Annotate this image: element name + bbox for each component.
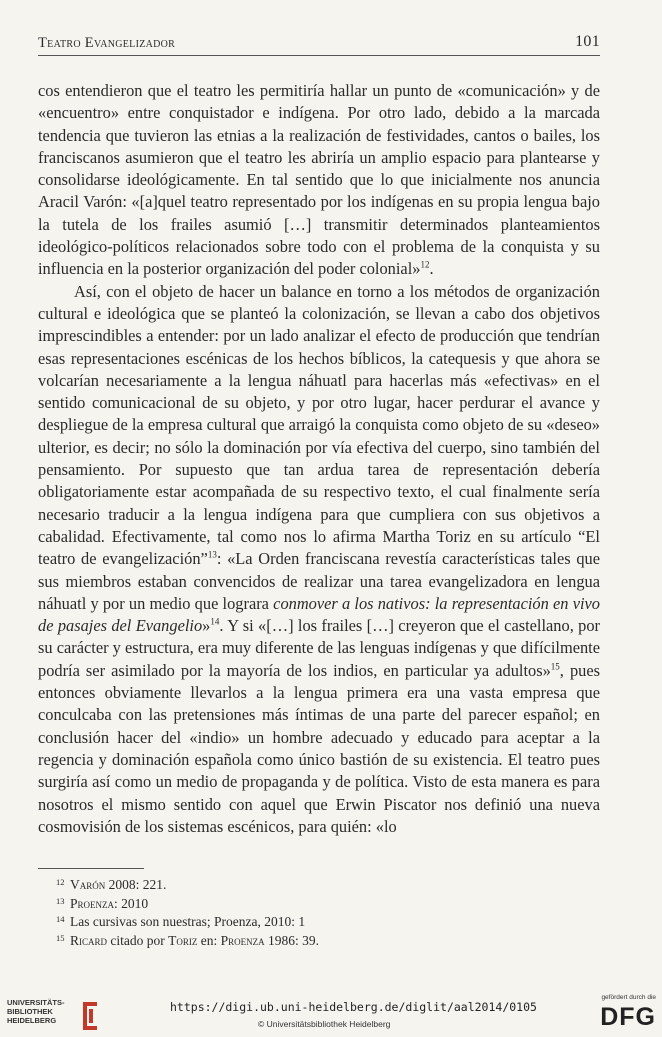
library-name [7, 998, 65, 1025]
footnote-text: : 2010 [114, 895, 149, 911]
ub-heidelberg-logo[interactable] [7, 998, 107, 1034]
text-run: : «La Orden franciscana revestía características tales que sus miembros estaban convencidos de realizar una tarea evangelizadora en lengua náhuatl y por un medio que lograra [38, 549, 600, 613]
italic-quote: conmover a los nativos: la representación en vivo de pasajes del Evangelio [38, 593, 600, 636]
footnote-ref[interactable]: 14 [210, 616, 220, 627]
library-line-2: BIBLIOTHEK [7, 1007, 53, 1016]
footnote-13 [48, 895, 588, 914]
footnote-14 [48, 913, 588, 932]
dfg-wordmark: DFG [600, 1003, 656, 1031]
dfg-caption: gefördert durch die [601, 994, 656, 1001]
author-name: Proenza [220, 932, 265, 948]
text-run: cos entendieron que el teatro les permitiría hallar un punto de «comunicación» y de «encuentro» entre conquistador e indígena. Por otro lado, debido a la marcada tendencia que tuvieron las etnias a la realización de festividades, cantos o bailes, los franciscanos asumieron que el teatro les abriría un amplio espacio para plantearse y consolidarse ideológicamente. En tal sentido que lo que inicialmente nos anuncia Aracil Varón: «[a]quel teatro representado por los indígenas en su propia lengua bajo la tutela de los frailes asumió […] transmitir determinados planteamientos ideológico-políticos relacionados sobre todo con el problema de la conquista y su influencia en la posterior organización del poder colonial» [38, 81, 600, 279]
footnotes [48, 876, 588, 950]
footnote-text: 1986: 39. [264, 932, 320, 948]
text-run: , pues entonces obviamente llevarlos a la lengua primera era una vasta empresa que conculcaba con las pretensiones más íntimas de una parte del parecer español; en conclusión hacer del «indio» un hombre adecuado y educado para aceptar a la regencia y dominación española como único bastión de su existencia. El teatro pues surgiría así como un medio de propaganda y de política. Visto de esta manera es para nosotros el mismo sentido con aquel que Erwin Piscator nos definió una nueva cosmovisión de los sistemas escénicos, para quién: «lo [38, 660, 600, 836]
footnote-number: 15 [56, 932, 65, 943]
paragraph-2 [38, 281, 600, 838]
author-name: Proenza [70, 895, 115, 911]
footnote-number: 12 [56, 877, 65, 887]
footnote-12 [48, 876, 588, 895]
text-run: » [202, 616, 211, 636]
dfg-logo[interactable] [582, 994, 656, 1034]
text-run: . Y si «[…] los frailes […] creyeron que el castellano, por su carácter y estructura, era muy diferente de las lenguas indígenas y que difícilmente podría ser asimilado por la mayoría de los indios, en particular ya adultos» [38, 616, 600, 680]
footnote-15 [48, 932, 588, 951]
copyright-notice: © Universitätsbibliothek Heidelberg [258, 1019, 391, 1029]
text-run: . [429, 259, 434, 279]
footnote-text: en: [197, 932, 221, 948]
footnote-ref[interactable]: 13 [207, 549, 217, 560]
footnote-ref[interactable]: 12 [420, 259, 430, 270]
footnote-number: 14 [56, 914, 65, 924]
paragraph-1 [38, 80, 600, 281]
main-text [38, 80, 600, 838]
library-mark-icon [79, 1000, 101, 1032]
permalink[interactable]: https://digi.ub.uni-heidelberg.de/diglit/aal2014/0105 [170, 1000, 537, 1014]
running-header [38, 33, 600, 56]
footnote-number: 13 [56, 895, 65, 906]
text-run: Así, con el objeto de hacer un balance en torno a los métodos de organización cultural e ideológica que se planteó la colonización, se llevan a cabo dos objetivos imprescindibles a entender: por un lado analizar el efecto de producción que tendrían esas representaciones escénicas de los hechos bíblicos, la catequesis y que ahora se volcarían necesariamente a la lengua náhuatl para hacerlas más «efectivas» en el sentido comunicacional de su objeto, y por otro lugar, hacer perdurar el avance y despliegue de la empresa cultural que arraigó la conquista como objeto de su «deseo» ulterior, es decir; no sólo la dominación por vía efectiva del cuerpo, sino también del pensamiento. Por supuesto que tan ardua tarea de representación debería obligatoriamente estar acompañada de su respectivo texto, el cual finalmente sería necesario traducir a la lengua indígena para que cumpliera con sus objetivos a cabalidad. Efectivamente, tal como nos lo afirma Martha Toriz en su artículo “El teatro de evangelización” [38, 281, 600, 569]
library-line-3: HEIDELBERG [7, 1016, 57, 1025]
library-line-1: UNIVERSITÄTS- [7, 998, 65, 1007]
author-name: Ricard [70, 932, 108, 948]
footnote-text: 2008: 221. [105, 877, 167, 892]
footnote-text: citado por [107, 932, 169, 948]
author-name: Varón [70, 877, 106, 892]
digitization-footer [0, 990, 662, 1037]
footnote-divider [38, 868, 144, 869]
footnote-ref[interactable]: 15 [550, 661, 560, 672]
page-number: 101 [575, 33, 600, 50]
running-title: Teatro Evangelizador [38, 35, 176, 51]
footnote-text: Las cursivas son nuestras; Proenza, 2010: 1 [70, 914, 306, 929]
author-name: Toriz [168, 932, 198, 948]
